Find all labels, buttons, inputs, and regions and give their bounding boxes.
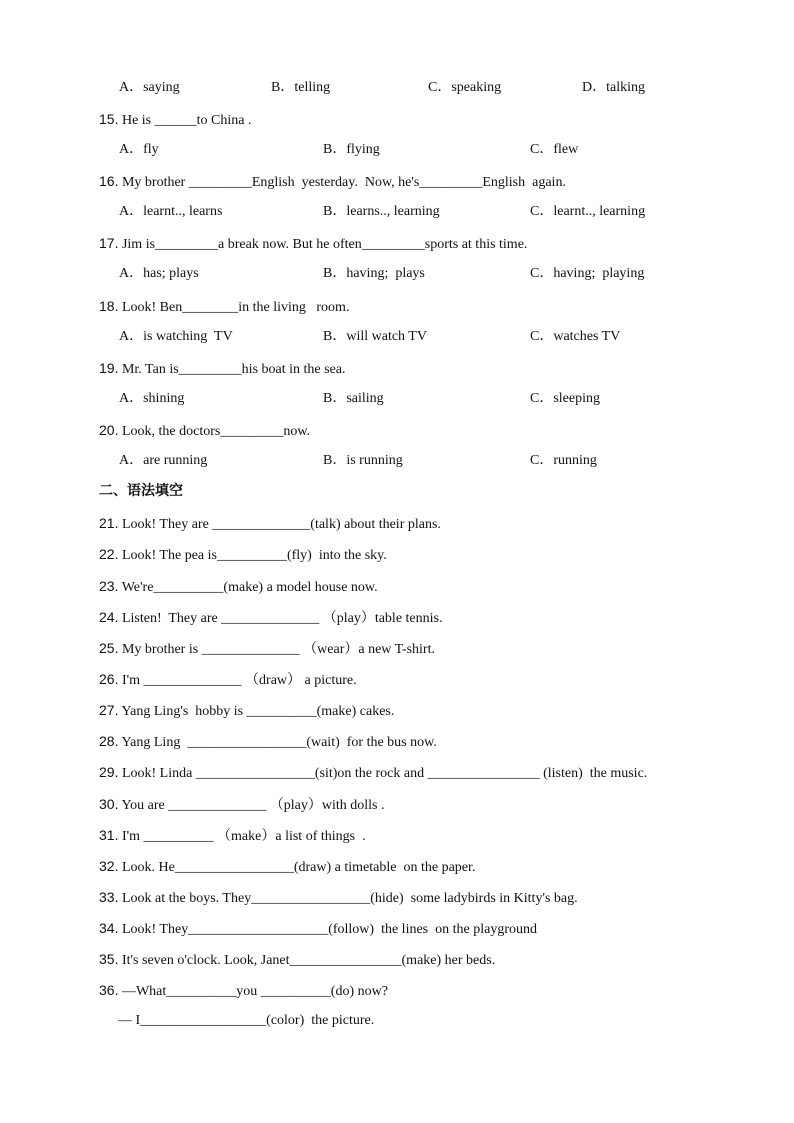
option-b: B．sailing: [323, 391, 384, 406]
question-body: Look! Linda _________________(sit)on the rock and ________________ (listen) the music.: [121, 766, 648, 781]
question-number: 21.: [99, 515, 119, 531]
question-body: I'm __________ （make）a list of things .: [121, 829, 366, 844]
question-body: Jim is_________a break now. But he often_________sports at this time.: [121, 237, 528, 252]
question-body: My brother is ______________ （wear）a new T-shirt.: [121, 642, 435, 657]
question-body: Yang Ling's hobby is __________(make) cakes.: [121, 704, 395, 719]
question-body: Yang Ling _________________(wait) for the bus now.: [121, 735, 437, 750]
q14-option-a: A．saying: [119, 80, 180, 95]
question-number: 16.: [99, 173, 119, 189]
option-c: C．flew: [530, 142, 579, 157]
question-number: 23.: [99, 578, 119, 594]
question-number: 34.: [99, 920, 119, 936]
question-number: 18.: [99, 298, 119, 314]
section-heading: 二、语法填空: [99, 483, 183, 499]
q14-option-d: D．talking: [582, 80, 645, 95]
question-21: [99, 514, 441, 532]
question-35: [99, 950, 495, 968]
question-text: [99, 359, 346, 377]
question-34: [99, 919, 537, 937]
question-text: [99, 297, 349, 315]
question-body: —What__________you __________(do) now?: [121, 984, 388, 999]
question-text: [99, 110, 251, 128]
question-number: 29.: [99, 764, 119, 780]
question-number: 32.: [99, 858, 119, 874]
question-body: Look at the boys. They_________________(hide) some ladybirds in Kitty's bag.: [121, 891, 578, 906]
question-number: 33.: [99, 889, 119, 905]
question-33: [99, 888, 578, 906]
question-number: 15.: [99, 111, 119, 127]
question-body: You are ______________ （play）with dolls .: [121, 798, 385, 813]
question-body: Look. He_________________(draw) a timetable on the paper.: [121, 860, 476, 875]
question-28: [99, 732, 437, 750]
question-body: Look! Ben________in the living room.: [121, 300, 350, 315]
question-number: 27.: [99, 702, 119, 718]
question-26: [99, 670, 357, 688]
question-36: [99, 981, 388, 999]
question-text: [99, 234, 527, 252]
question-27: [99, 701, 394, 719]
question-25: [99, 639, 435, 657]
question-number: 35.: [99, 951, 119, 967]
question-number: 28.: [99, 733, 119, 749]
question-body: Mr. Tan is_________his boat in the sea.: [121, 362, 346, 377]
question-number: 19.: [99, 360, 119, 376]
question-body: He is ______to China .: [121, 113, 252, 128]
question-32: [99, 857, 475, 875]
question-number: 22.: [99, 546, 119, 562]
question-body: Listen! They are ______________ （play）table tennis.: [121, 611, 443, 626]
question-body: We're__________(make) a model house now.: [121, 580, 378, 595]
option-b: B．learns.., learning: [323, 204, 440, 219]
question-body: My brother _________English yesterday. Now, he's_________English again.: [121, 175, 566, 190]
option-a: A．are running: [119, 453, 208, 468]
option-c: C．watches TV: [530, 329, 621, 344]
question-24: [99, 608, 442, 626]
question-number: 25.: [99, 640, 119, 656]
option-b: B．flying: [323, 142, 380, 157]
question-text: [99, 421, 310, 439]
option-a: A．learnt.., learns: [119, 204, 223, 219]
question-body: I'm ______________ （draw） a picture.: [121, 673, 357, 688]
question-23: [99, 577, 378, 595]
option-a: A．is watching TV: [119, 329, 233, 344]
question-29: [99, 763, 647, 781]
question-number: 36.: [99, 982, 119, 998]
option-b: B．is running: [323, 453, 403, 468]
question-31: [99, 826, 366, 844]
question-number: 30.: [99, 796, 119, 812]
option-a: A．has; plays: [119, 266, 199, 281]
question-number: 17.: [99, 235, 119, 251]
question-body: Look! They____________________(follow) the lines on the playground: [121, 922, 537, 937]
question-body: Look! They are ______________(talk) about their plans.: [121, 517, 441, 532]
option-c: C．running: [530, 453, 597, 468]
option-c: C．learnt.., learning: [530, 204, 646, 219]
option-a: A．shining: [119, 391, 185, 406]
question-number: 26.: [99, 671, 119, 687]
option-c: C．sleeping: [530, 391, 600, 406]
question-body: Look! The pea is__________(fly) into the sky.: [121, 548, 387, 563]
question-number: 24.: [99, 609, 119, 625]
question-number: 31.: [99, 827, 119, 843]
question-body: Look, the doctors_________now.: [121, 424, 311, 439]
option-a: A．fly: [119, 142, 159, 157]
question-30: [99, 795, 384, 813]
q14-option-c: C．speaking: [428, 80, 502, 95]
question-22: [99, 545, 387, 563]
question-text: [99, 172, 566, 190]
question-body: It's seven o'clock. Look, Janet________________(make) her beds.: [121, 953, 496, 968]
option-c: C．having; playing: [530, 266, 645, 281]
option-b: B．having; plays: [323, 266, 425, 281]
option-b: B．will watch TV: [323, 329, 427, 344]
q14-option-b: B．telling: [271, 80, 331, 95]
question-number: 20.: [99, 422, 119, 438]
question-36-answer-line: — I__________________(color) the picture.: [118, 1013, 375, 1028]
